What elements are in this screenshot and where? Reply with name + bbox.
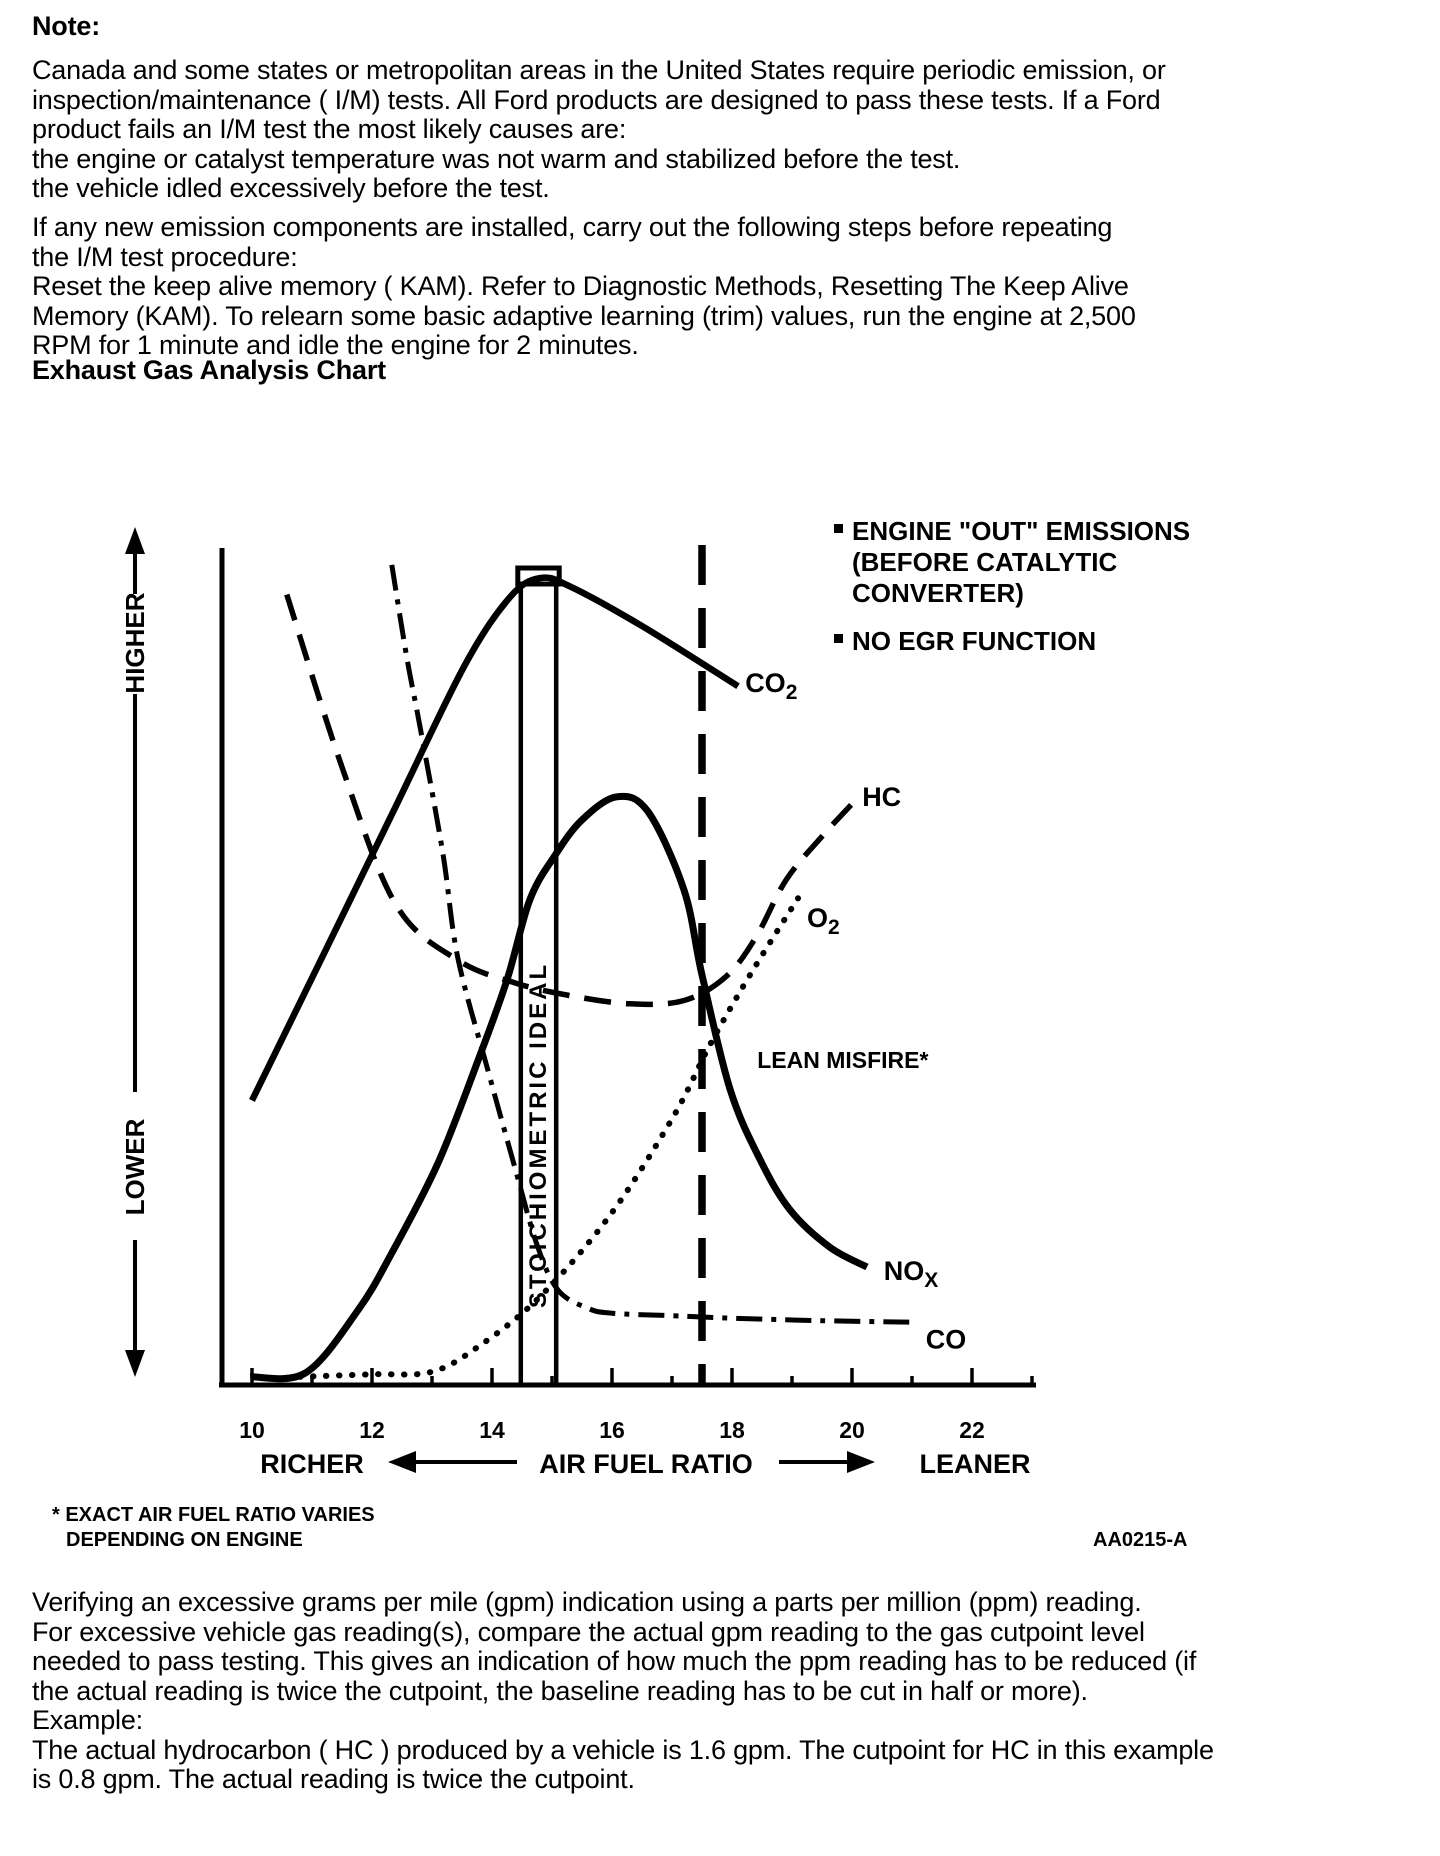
paragraph-line: product fails an I/M test the most likely causes are: [32,114,627,144]
air-fuel-ratio-label: AIR FUEL RATIO [539,1449,753,1479]
paragraph-line: Verifying an excessive grams per mile (gpm) indication using a parts per million (ppm) reading. [32,1587,1142,1617]
footnote-line: DEPENDING ON ENGINE [66,1529,303,1551]
higher-label: HIGHER [120,592,150,694]
x-tick-label: 14 [479,1417,505,1443]
x-tick-label: 10 [239,1417,265,1443]
x-tick-label: 20 [839,1417,865,1443]
chart-heading: Exhaust Gas Analysis Chart [32,355,386,385]
paragraph-line: Example: [32,1705,143,1735]
left-arrowhead-icon [388,1451,416,1473]
richer-label: RICHER [260,1449,364,1479]
legend-bullet-icon [834,524,843,533]
paragraph-line: If any new emission components are installed, carry out the following steps before repeating [32,212,1113,242]
up-arrowhead-icon [125,527,145,554]
label-hc: HC [862,781,902,812]
paragraph-line: needed to pass testing. This gives an indication of how much the ppm reading has to be reduced (if [32,1646,1197,1676]
legend-line: CONVERTER) [852,578,1024,608]
paragraph-line: Memory (KAM). To relearn some basic adaptive learning (trim) values, run the engine at 2,500 [32,300,1136,331]
paragraph-line: inspection/maintenance ( I/M) tests. All Ford products are designed to pass these tests. If a Ford [32,84,1161,115]
x-tick-label: 18 [719,1417,745,1443]
label-nox: $NO_X$ [883,1256,939,1293]
legend-bullet-icon [834,634,843,643]
note-heading: Note: [32,11,100,41]
legend-line: ENGINE "OUT" EMISSIONS [852,516,1191,546]
paragraph-line: Reset the keep alive memory ( KAM). Refer to Diagnostic Methods, Resetting The Keep Alive [32,271,1129,301]
x-tick-label: 12 [359,1417,385,1443]
paragraph-line: the engine or catalyst temperature was not warm and stabilized before the test. [32,143,961,174]
paragraph-line: RPM for 1 minute and idle the engine for 2 minutes. [32,330,639,360]
figure-code: AA0215-A [1093,1529,1188,1551]
legend-line: NO EGR FUNCTION [852,626,1097,656]
paragraph-line: the I/M test procedure: [32,241,298,272]
label-o2: $O_2$ [807,903,840,940]
stoichiometric-ideal-label: STOICHIOMETRIC IDEAL [525,961,552,1309]
footnote-line: * EXACT AIR FUEL RATIO VARIES [52,1504,375,1526]
x-tick-label: 22 [959,1417,985,1443]
label-co2: $CO_2$ [745,668,798,704]
paragraph-line: the actual reading is twice the cutpoint, the baseline reading has to be cut in half or more). [32,1675,1088,1706]
label-co: CO [925,1324,967,1355]
x-tick-label: 16 [599,1417,625,1443]
paragraph-line: is 0.8 gpm. The actual reading is twice the cutpoint. [32,1764,635,1794]
lower-label: LOWER [120,1118,150,1216]
paragraph-line: The actual hydrocarbon ( HC ) produced by a vehicle is 1.6 gpm. The cutpoint for HC in this example [32,1734,1214,1765]
paragraph-line: For excessive vehicle gas reading(s), compare the actual gpm reading to the gas cutpoint level [32,1616,1145,1647]
paragraph-line: the vehicle idled excessively before the test. [32,173,550,203]
paragraph-line: Canada and some states or metropolitan areas in the United States require periodic emission, or [32,55,1166,85]
leaner-label: LEANER [919,1449,1031,1479]
right-arrowhead-icon [847,1451,875,1473]
down-arrowhead-icon [125,1350,145,1377]
lean-misfire-label: LEAN MISFIRE* [757,1047,929,1074]
curve-co [392,565,917,1322]
legend-line: (BEFORE CATALYTIC [852,547,1118,577]
bottom-paragraph [32,1588,1214,1795]
